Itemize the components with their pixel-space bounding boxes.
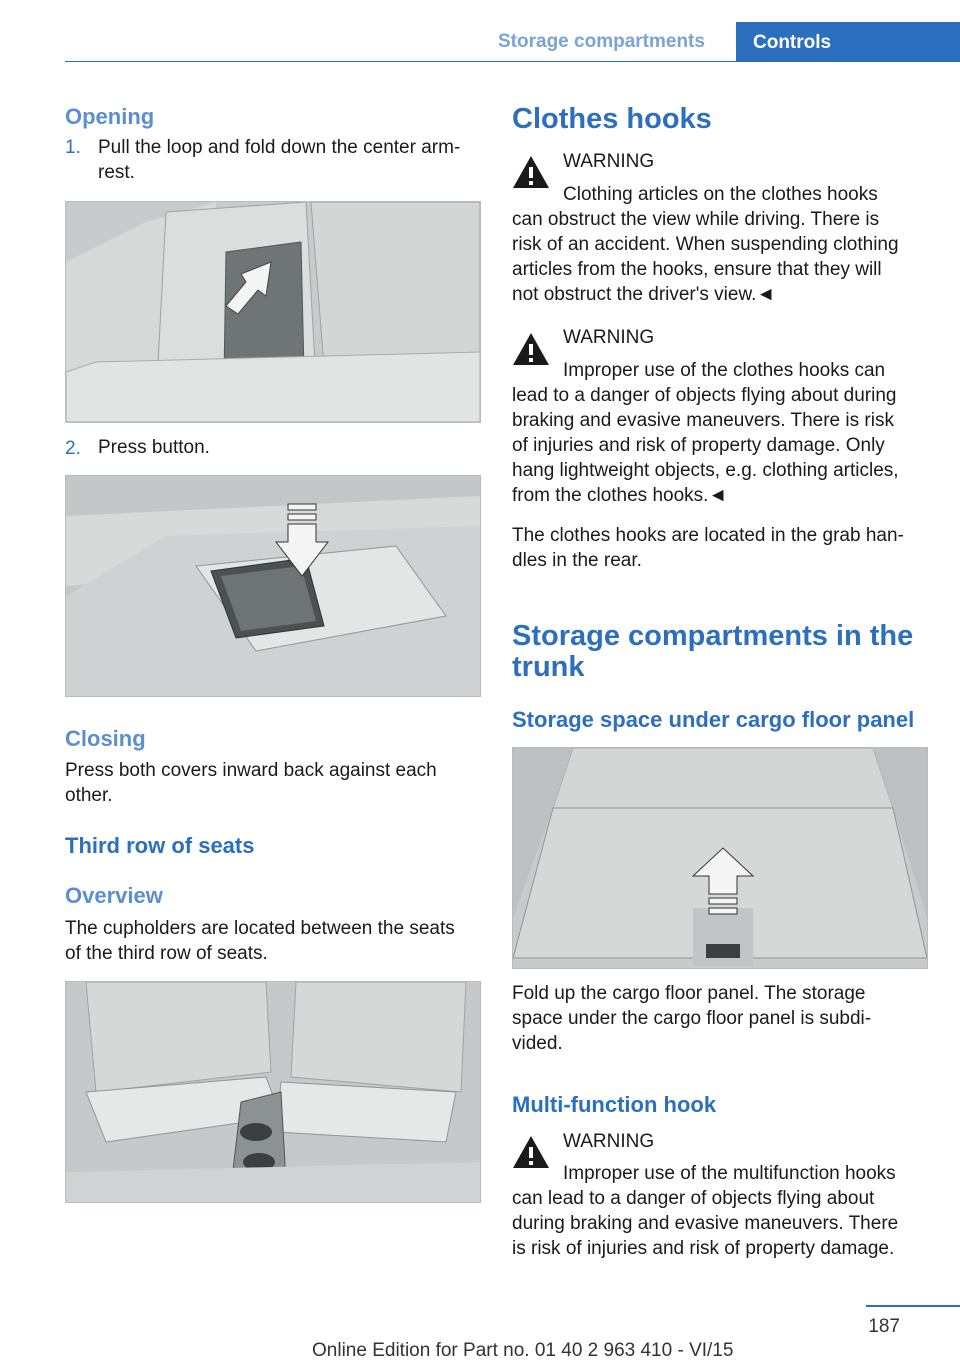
multi-function-hook-heading: Multi-function hook [512,1092,717,1117]
warning-1-line-1: Clothing articles on the clothes hooks [563,184,878,205]
warning-1-line-4: articles from the hooks, ensure that they will [512,259,882,280]
overview-text-line-1: The cupholders are located between the seats [65,918,455,939]
cargo-text-line-3: vided. [512,1033,563,1054]
warning-2-line-5: hang lightweight objects, e.g. clothing articles, [512,460,899,481]
warning-1-line-5: not obstruct the driver's view.◄ [512,284,776,305]
hooks-location-line-1: The clothes hooks are located in the grab han‐ [512,525,904,546]
closing-text-line-1: Press both covers inward back against each [65,760,437,781]
cargo-floor-heading: Storage space under cargo floor panel [512,707,915,732]
trunk-storage-heading-line-1: Storage compartments in the [512,620,914,652]
footer-rule [866,1305,960,1307]
warning-3-line-2: can lead to a danger of objects flying about [512,1188,875,1209]
clothes-hooks-heading: Clothes hooks [512,103,712,135]
warning-2-line-3: braking and evasive maneuvers. There is risk [512,410,894,431]
closing-heading: Closing [65,726,146,751]
third-row-heading: Third row of seats [65,833,255,858]
warning-2-label: WARNING [563,327,655,348]
step-1-text-line-2: rest. [98,162,135,183]
header-rule [65,61,960,62]
warning-3-label: WARNING [563,1131,655,1152]
warning-2-line-4: of injuries and risk of property damage. Only [512,435,885,456]
warning-2-line-2: lead to a danger of objects flying about during [512,385,897,406]
cargo-text-line-2: space under the cargo floor panel is subdi‐ [512,1008,872,1029]
trunk-storage-heading-line-2: trunk [512,651,585,683]
warning-1-line-3: risk of an accident. When suspending clothing [512,234,899,255]
warning-triangle-icon [512,1135,550,1169]
figure-cargo-floor-panel [512,747,928,969]
edition-footer: Online Edition for Part no. 01 40 2 963 410 - VI/15 [312,1340,734,1361]
warning-triangle-icon [512,155,550,189]
step-2-number: 2. [65,438,81,459]
header-chapter-label: Controls [753,32,832,53]
warning-3-line-3: during braking and evasive maneuvers. There [512,1213,899,1234]
figure-armrest-fold-down [65,201,481,423]
header-section-title: Storage compartments [498,31,705,52]
warning-3-line-1: Improper use of the multifunction hooks [563,1163,896,1184]
figure-third-row-cupholders [65,981,481,1203]
figure-armrest-button [65,475,481,697]
page-number: 187 [868,1316,900,1337]
warning-2-line-6: from the clothes hooks.◄ [512,485,728,506]
step-1-text-line-1: Pull the loop and fold down the center arm‐ [98,137,461,158]
warning-1-line-2: can obstruct the view while driving. There is [512,209,880,230]
opening-heading: Opening [65,104,155,129]
warning-3-line-4: is risk of injuries and risk of property damage. [512,1238,895,1259]
closing-text-line-2: other. [65,785,113,806]
hooks-location-line-2: dles in the rear. [512,550,642,571]
overview-text-line-2: of the third row of seats. [65,943,268,964]
header-chapter-tab [736,22,960,62]
warning-1-label: WARNING [563,151,655,172]
cargo-text-line-1: Fold up the cargo floor panel. The storage [512,983,866,1004]
step-2-text: Press button. [98,437,210,458]
overview-heading: Overview [65,883,163,908]
warning-triangle-icon [512,332,550,366]
warning-2-line-1: Improper use of the clothes hooks can [563,360,886,381]
step-1-number: 1. [65,137,81,158]
